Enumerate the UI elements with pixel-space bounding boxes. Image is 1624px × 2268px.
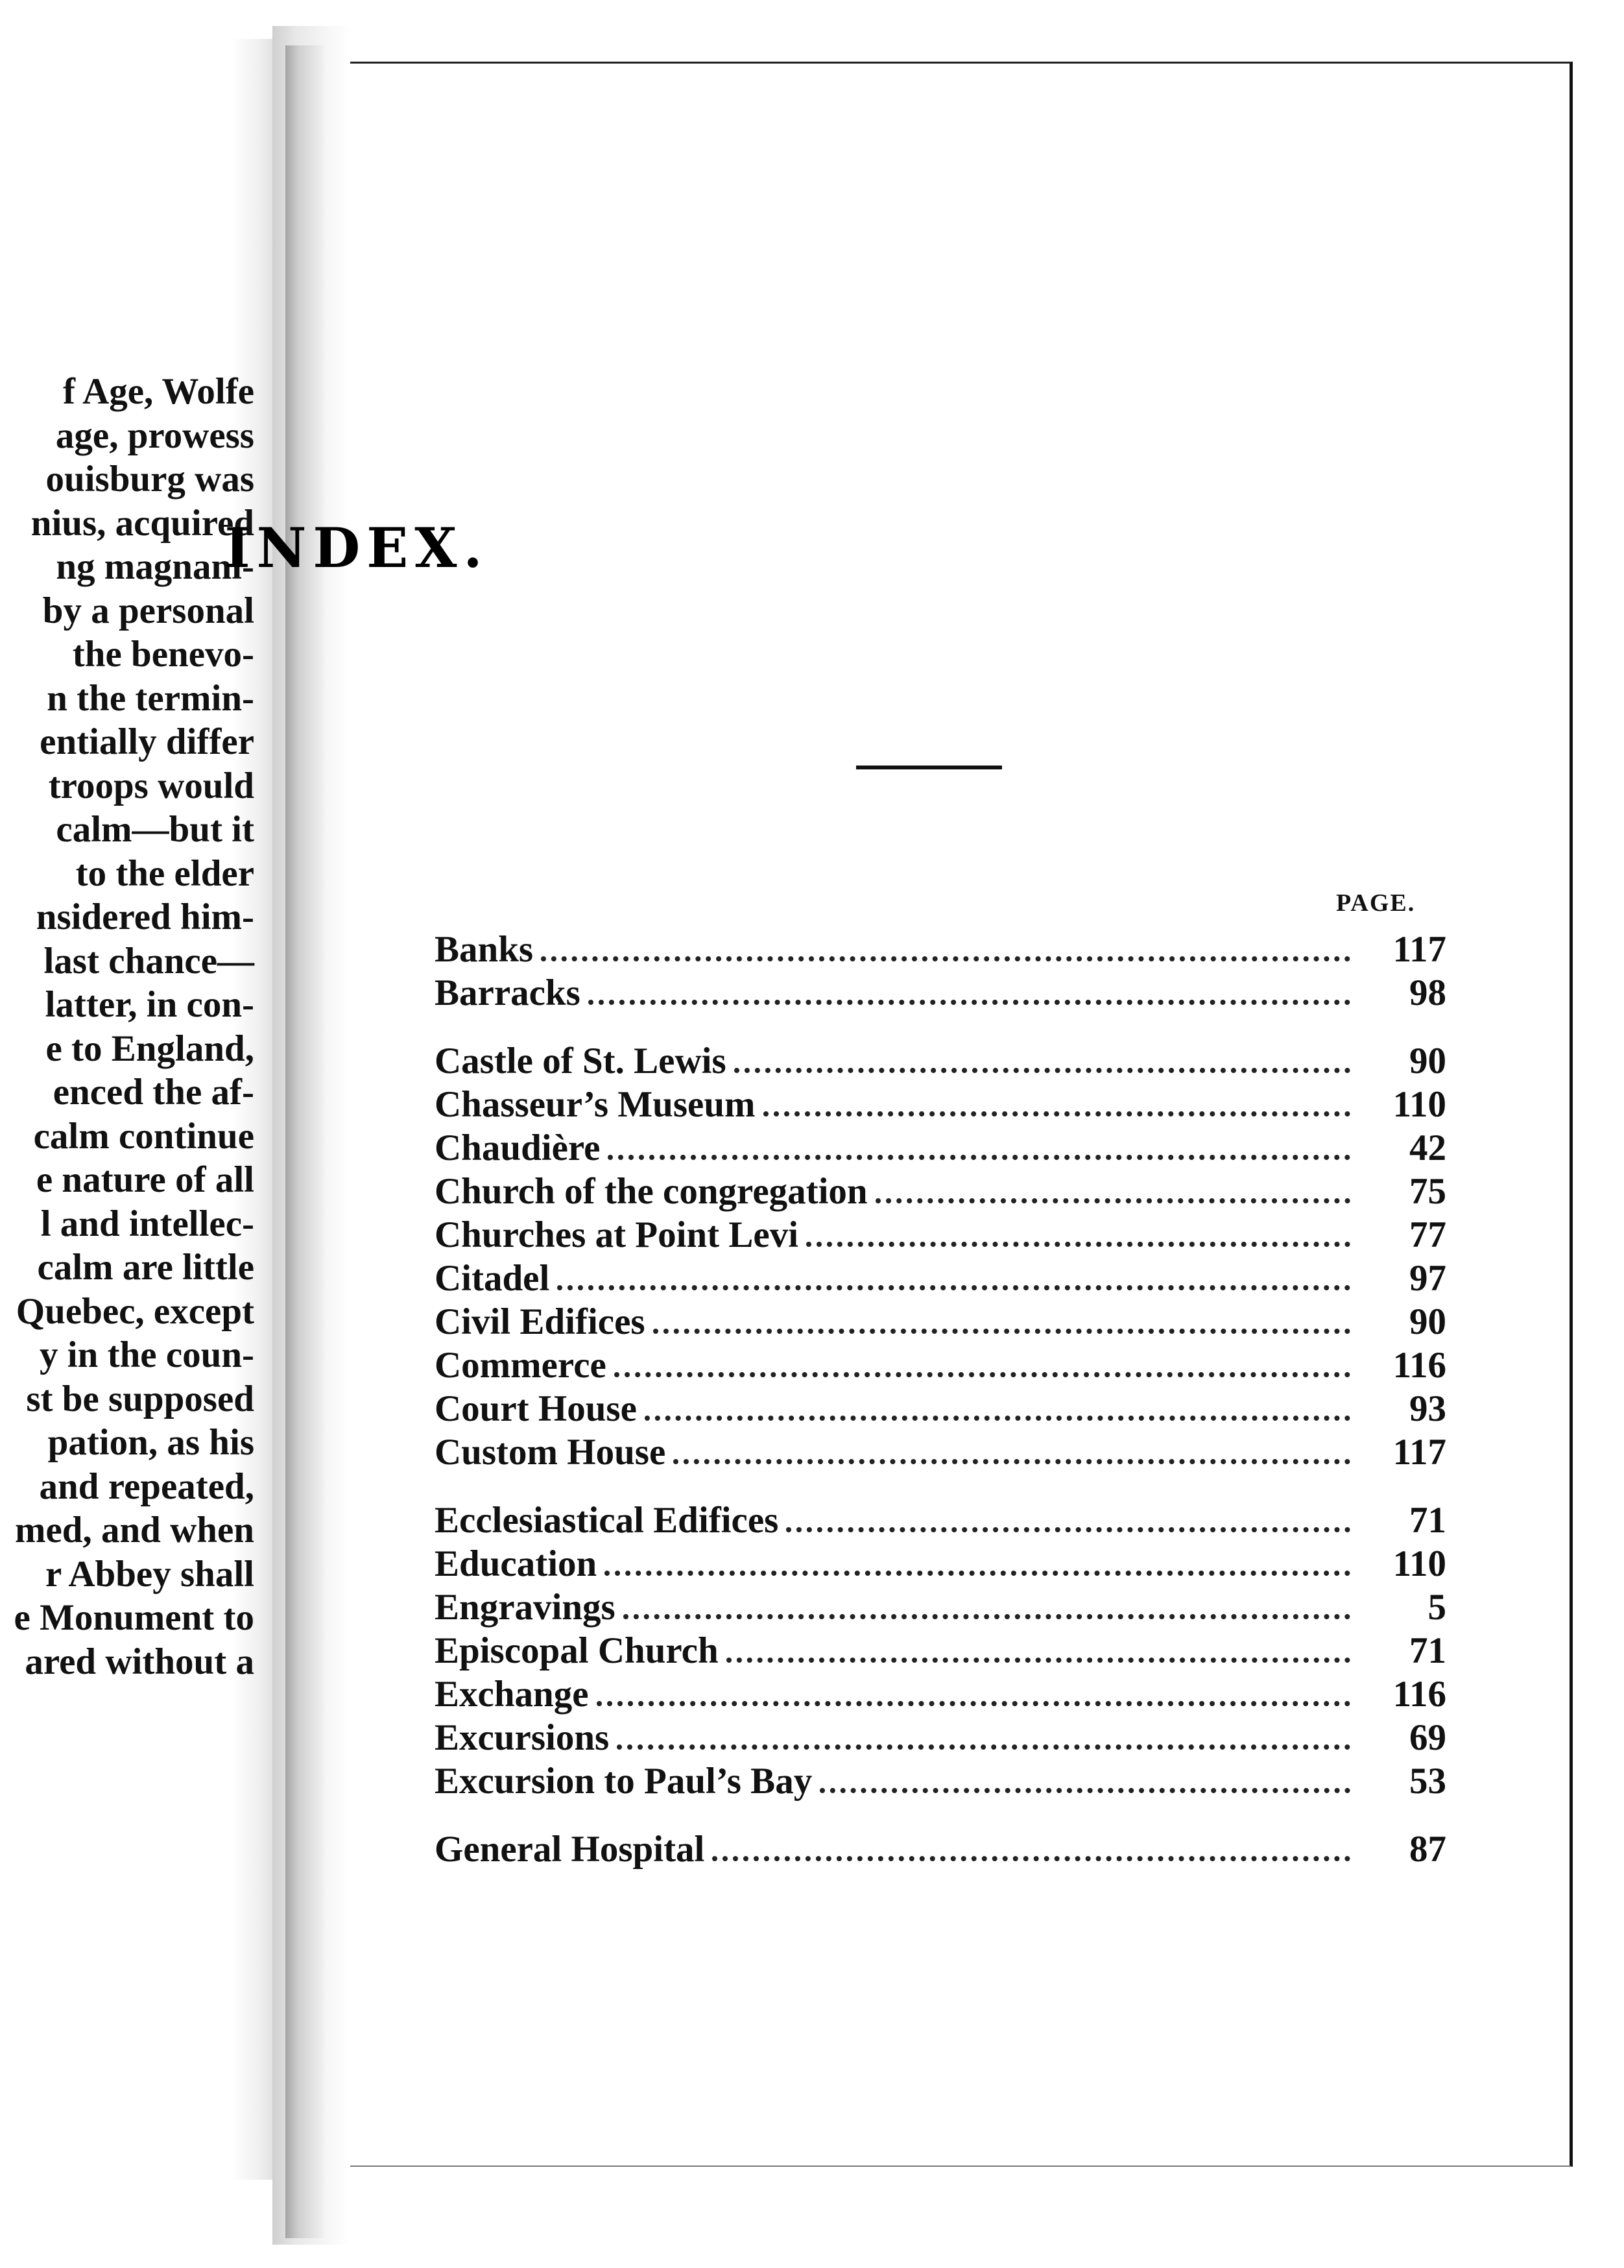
left-line: ng magnani- — [56, 546, 254, 587]
dot-leader — [806, 1242, 1350, 1247]
left-line: enced the af- — [53, 1072, 254, 1113]
left-line: r Abbey shall — [45, 1553, 254, 1595]
left-line: med, and when — [15, 1510, 254, 1550]
page-column-label: PAGE. — [1336, 889, 1416, 917]
index-entry — [435, 1344, 1446, 1387]
entry-page: 117 — [1392, 1432, 1446, 1473]
dot-leader — [820, 1788, 1350, 1793]
entry-label: Civil Edifices — [435, 1301, 645, 1342]
entry-label: Excursion to Paul’s Bay — [435, 1761, 813, 1802]
gutter-shadow — [285, 45, 324, 2238]
index-entry — [435, 1170, 1446, 1213]
dot-leader — [608, 1155, 1350, 1160]
entry-label: Episcopal Church — [435, 1630, 719, 1671]
entry-label: Banks — [435, 929, 534, 970]
dot-leader — [786, 1527, 1350, 1532]
left-line: l and intellec- — [40, 1203, 254, 1244]
left-line: f Age, Wolfe — [63, 371, 254, 412]
entry-page: 90 — [1409, 1041, 1446, 1081]
entry-page: 77 — [1409, 1214, 1446, 1255]
entry-page: 110 — [1392, 1084, 1446, 1125]
dot-leader — [541, 956, 1350, 961]
left-line: y in the coun- — [40, 1334, 254, 1375]
entry-label: General Hospital — [435, 1829, 705, 1870]
dot-leader — [557, 1285, 1350, 1290]
left-line: latter, in con- — [45, 984, 254, 1025]
left-line: ared without a — [25, 1641, 254, 1682]
page-title: INDEX. — [224, 516, 489, 580]
entry-page: 98 — [1409, 972, 1446, 1013]
entry-page: 117 — [1392, 929, 1446, 970]
left-line: troops would — [48, 765, 254, 806]
index-entry — [435, 1629, 1446, 1672]
index-entry — [435, 1586, 1446, 1629]
dot-leader — [726, 1658, 1350, 1663]
left-line: the benevo- — [72, 634, 254, 675]
entry-label: Ecclesiastical Edifices — [435, 1500, 779, 1541]
left-line: to the elder — [75, 852, 254, 894]
index-entry — [435, 1126, 1446, 1170]
left-line: pation, as his — [47, 1422, 254, 1463]
index-entry — [435, 1716, 1446, 1759]
left-line: calm are little — [37, 1247, 254, 1288]
entry-label: Commerce — [435, 1345, 606, 1386]
entry-label: Chaudière — [435, 1128, 601, 1168]
index-entry — [435, 1828, 1446, 1871]
entry-page: 53 — [1409, 1761, 1446, 1802]
entry-label: Barracks — [435, 972, 580, 1013]
left-line: st be supposed — [26, 1378, 254, 1419]
left-line: n the termin- — [47, 677, 254, 719]
dot-leader — [623, 1614, 1350, 1619]
dot-leader — [617, 1744, 1350, 1750]
left-line: e Monument to — [14, 1597, 254, 1638]
dot-leader — [597, 1701, 1350, 1706]
entry-page: 87 — [1409, 1829, 1446, 1870]
index-entry — [435, 1257, 1446, 1300]
entry-page: 75 — [1409, 1171, 1446, 1212]
index-entry — [435, 1542, 1446, 1586]
dot-leader — [763, 1111, 1350, 1116]
left-line: e to England, — [45, 1028, 254, 1069]
index-entry — [435, 1083, 1446, 1126]
index-entry — [435, 1672, 1446, 1716]
title-rule — [856, 766, 1002, 769]
entry-page: 90 — [1409, 1301, 1446, 1342]
dot-leader — [712, 1856, 1350, 1861]
index-entry — [435, 971, 1446, 1015]
index-entry — [435, 1499, 1446, 1542]
entry-page: 97 — [1409, 1258, 1446, 1299]
entry-page: 5 — [1427, 1587, 1446, 1628]
entry-page: 42 — [1409, 1128, 1446, 1168]
left-line: last chance— — [43, 940, 254, 982]
left-line: calm continue — [33, 1115, 254, 1157]
left-line: ouisburg was — [45, 459, 254, 500]
entry-label: Excursions — [435, 1717, 610, 1758]
index-entry — [435, 1759, 1446, 1803]
dot-leader — [614, 1372, 1350, 1377]
entry-page: 69 — [1409, 1717, 1446, 1758]
index-list — [435, 928, 1446, 1871]
dot-leader — [645, 1416, 1350, 1421]
index-entry — [435, 1430, 1446, 1474]
entry-label: Chasseur’s Museum — [435, 1084, 756, 1125]
left-line: entially differ — [40, 721, 254, 762]
entry-page: 93 — [1409, 1388, 1446, 1429]
entry-label: Education — [435, 1543, 597, 1584]
dot-leader — [653, 1329, 1350, 1334]
left-line: e nature of all — [36, 1159, 254, 1200]
entry-label: Exchange — [435, 1674, 589, 1715]
index-entry — [435, 928, 1446, 971]
entry-label: Custom House — [435, 1432, 666, 1473]
entry-page: 71 — [1409, 1630, 1446, 1671]
index-entry — [435, 1039, 1446, 1083]
left-line: by a personal — [42, 590, 254, 631]
left-line: and repeated, — [39, 1466, 254, 1507]
entry-label: Church of the congregation — [435, 1171, 868, 1212]
left-line: nsidered him- — [36, 897, 254, 937]
entry-label: Engravings — [435, 1587, 615, 1628]
left-facing-page — [0, 39, 272, 2180]
left-line: age, prowess — [55, 415, 254, 456]
dot-leader — [673, 1459, 1350, 1464]
left-line: Quebec, except — [16, 1290, 254, 1332]
entry-label: Citadel — [435, 1258, 550, 1299]
entry-label: Churches at Point Levi — [435, 1214, 799, 1255]
entry-page: 71 — [1409, 1500, 1446, 1541]
dot-leader — [734, 1068, 1350, 1073]
entry-page: 116 — [1392, 1345, 1446, 1386]
dot-leader — [876, 1198, 1350, 1203]
dot-leader — [604, 1571, 1350, 1576]
dot-leader — [588, 1000, 1350, 1005]
entry-page: 110 — [1392, 1543, 1446, 1584]
index-entry — [435, 1213, 1446, 1257]
entry-page: 116 — [1392, 1674, 1446, 1715]
index-entry — [435, 1300, 1446, 1344]
entry-label: Castle of St. Lewis — [435, 1041, 726, 1081]
left-line: calm—but it — [56, 809, 254, 850]
entry-label: Court House — [435, 1388, 637, 1429]
left-line: nius, acquired — [30, 502, 254, 544]
index-entry — [435, 1387, 1446, 1430]
